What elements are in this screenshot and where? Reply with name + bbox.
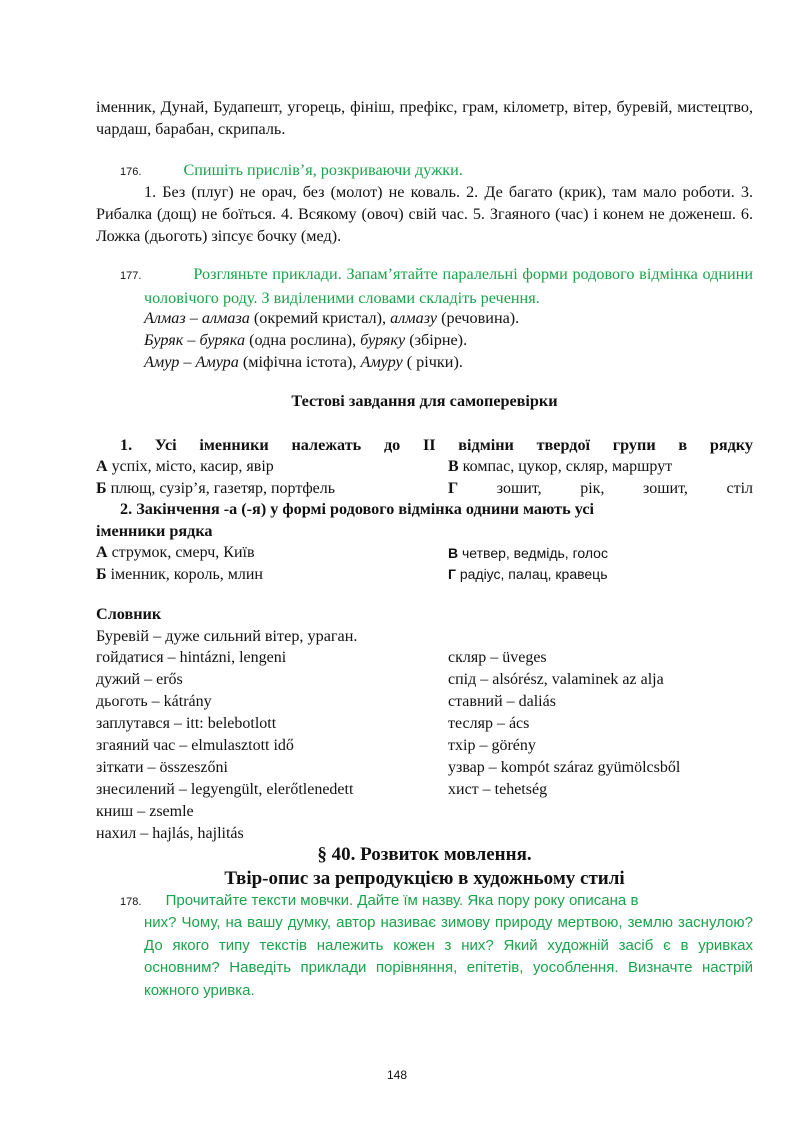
exercise-176-text: 1. Без (плуг) не орач, без (молот) не коваль. 2. Де багато (крик), там мало роботи. 3. Рибалка (дощ) не боїться. 4. Всякому (овоч) свій час. 5. Згаяного (час) і конем не доженеш. 6. Ложка (дьоготь) зіпсує бочку (мед). [96,183,753,245]
exercise-177-examples [144,307,753,373]
q2-option-g[interactable]: Г радіус, палац, кравець [448,566,608,582]
exercise-number: 176. [120,166,142,178]
exercise-task: Розгляньте приклади. Запам’ятайте паралельні форми родового відмінка однини чоловічого роду. З виділеними словами складіть речення. [144,265,753,307]
dictionary-entry: скляр – üveges [448,649,547,666]
dictionary-entry: ставний – daliás [448,693,556,710]
dictionary-entry: зіткати – összeszőni [96,759,228,776]
dictionary-entry: спід – alsórész, valaminek az alja [448,671,664,688]
exercise-task: Прочитайте тексти мовчки. Дайте їм назву. Яка пору року описана в [165,892,639,909]
dictionary-entry: заплутався – itt: belebotlott [96,715,277,732]
dictionary-left-column [96,647,353,845]
test-question-2-line1: 2. Закінчення -а (-я) у формі родового відмінка однини мають усі [120,500,595,518]
dictionary-entry: нахил – hajlás, hajlitás [96,825,244,842]
q1-option-g[interactable]: Г зошит, рік, зошит, стіл [448,480,753,497]
q1-option-v[interactable]: В компас, цукор, скляр, маршрут [448,458,673,475]
section-title: § 40. Розвиток мовлення. [317,844,532,865]
exercise-178-task-line1 [120,890,753,913]
dictionary-entry: знесилений – legyengült, elerőtlenedett [96,781,354,798]
exercise-task: Спишіть прислів’я, розкриваючи дужки. [183,161,463,179]
exercise-number: 177. [120,270,142,282]
tests-heading: Тестові завдання для самоперевірки [291,392,558,410]
example-line: Буряк – буряка (одна рослина), буряку (збірне). [144,331,468,349]
intro-paragraph: іменник, Дунай, Будапешт, угорець, фініш, префікс, грам, кілометр, вітер, буревій, мистецтво, чардаш, барабан, скрипаль. [96,98,753,138]
test-question-2-line2: іменники рядка [96,522,213,540]
exercise-178-task-rest: них? Чому, на вашу думку, автор називає зимову природу мертвою, землю заснулою? До якого типу текстів належить кожен з них? Який художній засіб є в уривках основним? Наведіть приклади порівняння, епітетів, уособлення. Визначте настрій кожного уривка. [144,914,753,999]
dictionary-entry: дужий – erős [96,671,183,688]
q2-option-a[interactable]: А струмок, смерч, Київ [96,544,255,561]
example-line: Алмаз – алмаза (окремий кристал), алмазу (речовина). [144,309,520,327]
q2-option-v[interactable]: В четвер, ведмідь, голос [448,545,608,561]
q1-option-a[interactable]: А успіх, місто, касир, явір [96,458,274,475]
exercise-number: 178. [120,896,142,908]
dictionary-entry: узвар – kompót száraz gyümölcsből [448,759,681,776]
dictionary-entry: гойдатися – hintázni, lengeni [96,649,287,666]
dictionary-entry: згаяний час – elmulasztott idő [96,737,294,754]
section-subtitle: Твір-опис за репродукцією в художньому стилі [224,868,625,889]
test-question-1: 1. Усі іменники належать до ІІ відміни твердої групи в рядку [120,436,753,454]
dictionary-entry: тесляр – ács [448,715,530,732]
example-line: Амур – Амура (міфічна істота), Амуру ( річки). [144,353,463,371]
dictionary-entry: книш – zsemle [96,803,194,820]
q1-option-b[interactable]: Б плющ, сузір’я, газетяр, портфель [96,480,336,497]
dictionary-right-column [448,647,680,801]
dictionary-entry: хист – tehetség [448,781,548,798]
dictionary-first-entry: Буревій – дуже сильний вітер, ураган. [96,627,358,645]
page-number: 148 [386,1068,408,1082]
exercise-177-task [120,263,753,309]
dictionary-entry: тхір – görény [448,737,536,754]
q2-option-b[interactable]: Б іменник, король, млин [96,566,263,583]
dictionary-heading: Словник [96,605,162,623]
dictionary-entry: дьоготь – kátrány [96,693,212,710]
exercise-176-task [120,159,753,183]
